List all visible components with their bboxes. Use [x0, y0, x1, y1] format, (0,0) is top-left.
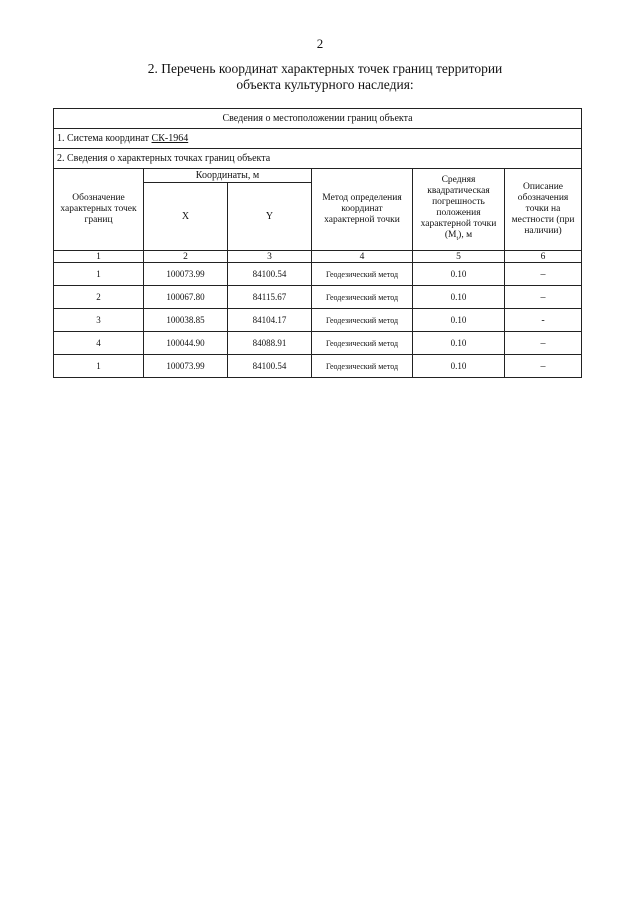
- column-error-sub: t: [456, 235, 459, 242]
- cell-point: 2: [54, 286, 144, 309]
- coordinate-system-name: СК-1964: [151, 133, 189, 144]
- cell-x: 100038.85: [144, 309, 228, 332]
- column-number: 6: [505, 251, 582, 263]
- coordinate-system-row: [54, 129, 582, 149]
- table-header: Сведения о местоположении границ объекта: [54, 109, 582, 129]
- table-row: [54, 286, 582, 309]
- cell-description: –: [505, 263, 582, 286]
- boundary-coordinates-table: [53, 108, 582, 378]
- cell-error: 0.10: [413, 309, 505, 332]
- cell-method: Геодезический метод: [312, 332, 413, 355]
- column-designation: Обозначение характерных точек границ: [54, 169, 144, 251]
- cell-x: 100067.80: [144, 286, 228, 309]
- table-row: [54, 309, 582, 332]
- column-number: 2: [144, 251, 228, 263]
- table-row: [54, 355, 582, 378]
- cell-error: 0.10: [413, 263, 505, 286]
- cell-description: -: [505, 309, 582, 332]
- cell-description: –: [505, 286, 582, 309]
- points-info-row: 2. Сведения о характерных точках границ объекта: [54, 149, 582, 169]
- table-row: [54, 332, 582, 355]
- cell-error: 0.10: [413, 355, 505, 378]
- document-title: [90, 61, 560, 93]
- cell-description: –: [505, 355, 582, 378]
- cell-method: Геодезический метод: [312, 355, 413, 378]
- cell-method: Геодезический метод: [312, 263, 413, 286]
- column-method: Метод определения координат характерной точки: [312, 169, 413, 251]
- table-row: [54, 263, 582, 286]
- cell-point: 4: [54, 332, 144, 355]
- cell-x: 100073.99: [144, 355, 228, 378]
- cell-point: 3: [54, 309, 144, 332]
- column-y: Y: [228, 183, 312, 251]
- page-number: 2: [316, 36, 324, 51]
- cell-y: 84104.17: [228, 309, 312, 332]
- cell-x: 100044.90: [144, 332, 228, 355]
- cell-point: 1: [54, 263, 144, 286]
- cell-error: 0.10: [413, 332, 505, 355]
- cell-y: 84088.91: [228, 332, 312, 355]
- cell-y: 84115.67: [228, 286, 312, 309]
- column-numbers-row: [54, 251, 582, 263]
- title-line-2: объекта культурного наследия:: [236, 77, 414, 92]
- column-coordinates-group: Координаты, м: [144, 169, 312, 183]
- cell-method: Геодезический метод: [312, 286, 413, 309]
- cell-error: 0.10: [413, 286, 505, 309]
- column-number: 3: [228, 251, 312, 263]
- cell-point: 1: [54, 355, 144, 378]
- column-error-main: Средняя квадратическая погрешность положения характерной точки (M: [420, 174, 497, 240]
- cell-y: 84100.54: [228, 263, 312, 286]
- column-number: 4: [312, 251, 413, 263]
- column-description: Описание обозначения точки на местности (при наличии): [505, 169, 582, 251]
- cell-description: –: [505, 332, 582, 355]
- coordinate-system-label: 1. Система координат: [57, 133, 152, 144]
- title-line-1: 2. Перечень координат характерных точек границ территории: [147, 61, 503, 76]
- column-error: [413, 169, 505, 251]
- column-number: 1: [54, 251, 144, 263]
- column-error-tail: ), м: [458, 229, 473, 240]
- cell-x: 100073.99: [144, 263, 228, 286]
- column-number: 5: [413, 251, 505, 263]
- cell-y: 84100.54: [228, 355, 312, 378]
- column-x: X: [144, 183, 228, 251]
- cell-method: Геодезический метод: [312, 309, 413, 332]
